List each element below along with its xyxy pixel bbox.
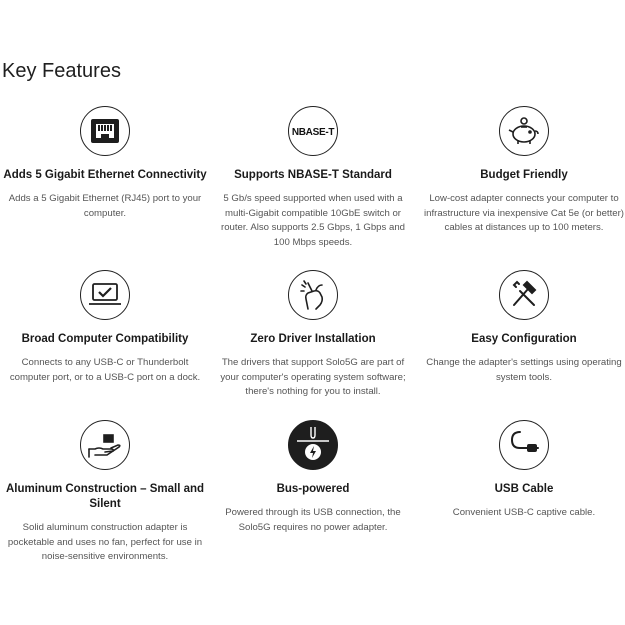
- feature-description: 5 Gb/s speed supported when used with a multi-Gigabit compatible 10GbE switch or router. Also supports 2.5 Gbps, 1 Gbps and 100 Mbps speeds.: [221, 193, 405, 248]
- usb-cable-icon: [499, 420, 549, 470]
- feature-title: Zero Driver Installation: [250, 333, 376, 345]
- feature-compatibility: [0, 270, 210, 385]
- feature-title: USB Cable: [494, 483, 554, 495]
- feature-title: Adds 5 Gigabit Ethernet Connectivity: [3, 169, 207, 181]
- laptop-check-icon: [80, 270, 130, 320]
- feature-description: Connects to any USB-C or Thunderbolt computer port, or to a USB-C port on a dock.: [9, 357, 201, 383]
- feature-description: Convenient USB-C captive cable.: [452, 507, 596, 518]
- feature-aluminum: [0, 420, 210, 565]
- feature-description: Low-cost adapter connects your computer to infrastructure via inexpensive Cat 5e (or better) cables at distances up to 100 meters.: [424, 193, 624, 233]
- feature-description: The drivers that support Solo5G are part of your computer's operating system software; there's nothing for you to install.: [220, 357, 406, 397]
- ethernet-port-icon: [80, 106, 130, 156]
- feature-easy-config: [419, 270, 625, 385]
- feature-title: Budget Friendly: [480, 169, 568, 181]
- nbase-t-icon-text: NBASE-T: [291, 127, 335, 138]
- hammer-screwdriver-icon: [499, 270, 549, 320]
- feature-title: Aluminum Construction – Small and Silent: [5, 483, 205, 510]
- feature-nbase-t: [208, 106, 418, 250]
- feature-description: Powered through its USB connection, the Solo5G requires no power adapter.: [225, 507, 401, 533]
- piggy-bank-icon: [499, 106, 549, 156]
- feature-usb-cable: [419, 420, 625, 521]
- page-title: Key Features: [2, 60, 121, 82]
- hand-snap-icon: [288, 270, 338, 320]
- feature-zero-driver: [208, 270, 418, 400]
- bus-power-icon: [288, 420, 338, 470]
- feature-ethernet: [0, 106, 210, 221]
- feature-title: Supports NBASE-T Standard: [234, 169, 392, 181]
- nbase-t-icon: [288, 106, 338, 156]
- feature-description: Change the adapter's settings using operating system tools.: [426, 357, 622, 383]
- feature-description: Adds a 5 Gigabit Ethernet (RJ45) port to your computer.: [8, 193, 202, 219]
- hand-device-icon: [80, 420, 130, 470]
- feature-title: Bus-powered: [276, 483, 350, 495]
- feature-title: Easy Configuration: [471, 333, 577, 345]
- feature-title: Broad Computer Compatibility: [21, 333, 189, 345]
- feature-description: Solid aluminum construction adapter is pocketable and uses no fan, perfect for use in noise-sensitive environments.: [7, 522, 203, 562]
- feature-bus-powered: [208, 420, 418, 535]
- feature-budget: [419, 106, 625, 236]
